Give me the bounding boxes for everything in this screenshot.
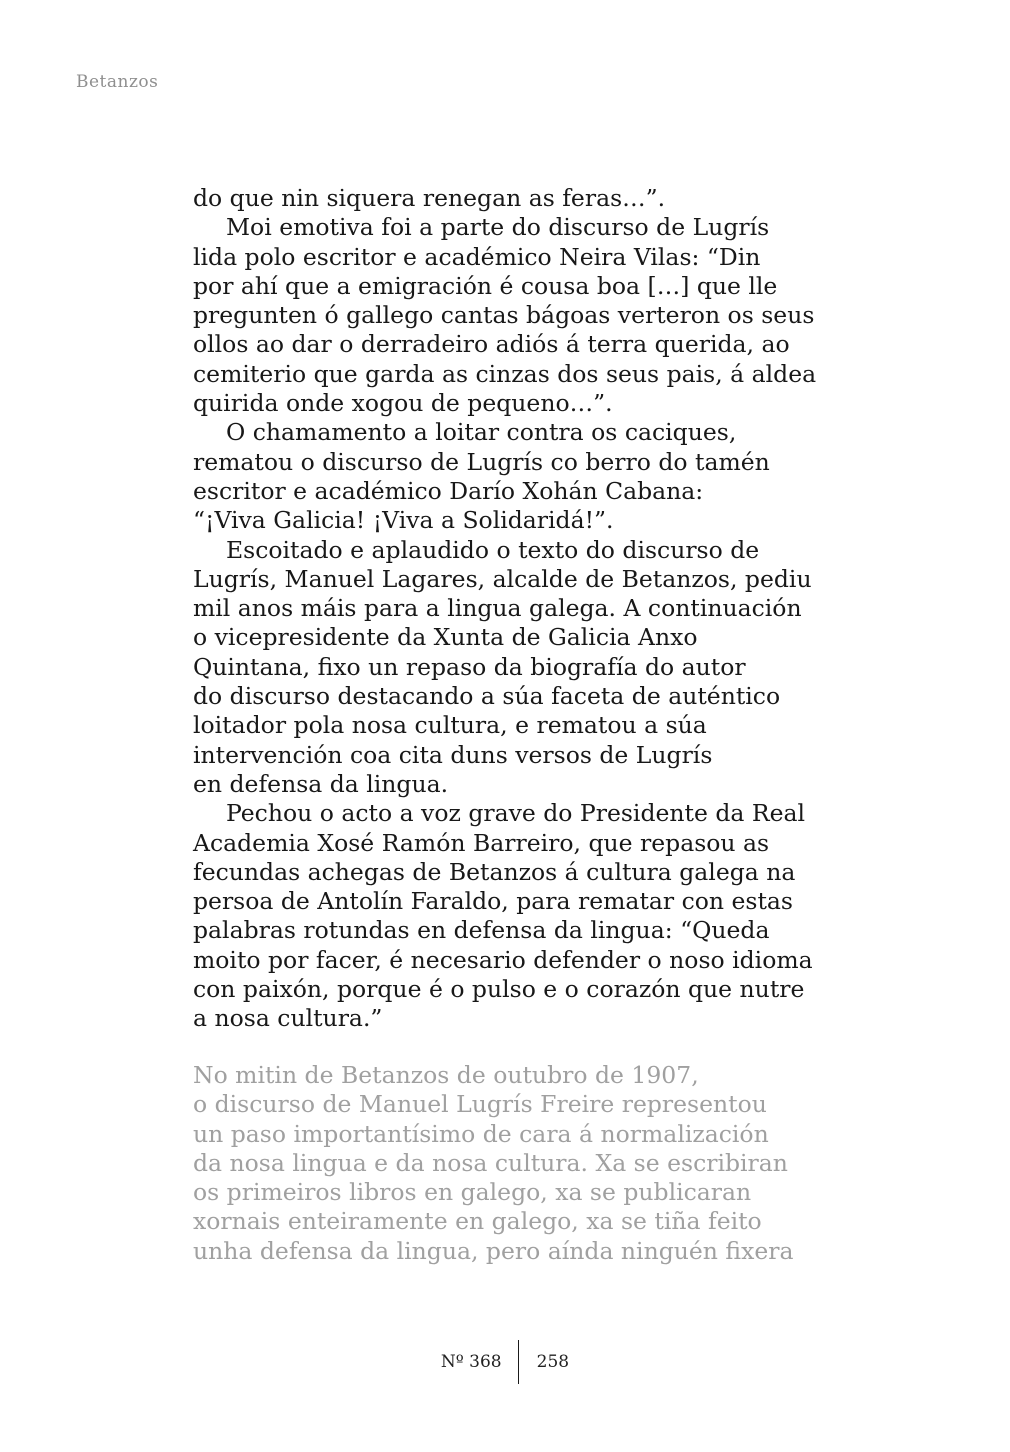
text-line: xornais enteiramente en galego, xa se tiña feito (193, 1207, 762, 1236)
issue-number: Nº 368 (440, 1352, 502, 1372)
text-line: o vicepresidente da Xunta de Galicia Anxo (193, 623, 698, 652)
text-line: pregunten ó gallego cantas bágoas verteron os seus (193, 301, 815, 330)
text-line: un paso importantísimo de cara á normalización (193, 1119, 769, 1148)
text-line: O chamamento a loitar contra os caciques, (226, 418, 737, 447)
page-footer (0, 1338, 1010, 1386)
text-line: escritor e académico Darío Xohán Cabana: (193, 476, 704, 505)
text-line: moito por facer, é necesario defender o noso idioma (193, 945, 813, 974)
text-line: con paixón, porque é o pulso e o corazón que nutre (193, 975, 805, 1004)
text-line: o discurso de Manuel Lugrís Freire representou (193, 1090, 767, 1119)
text-line: lida polo escritor e académico Neira Vilas: “Din (193, 242, 761, 271)
text-line: Escoitado e aplaudido o texto do discurso de (226, 535, 760, 564)
text-line: unha defensa da lingua, pero aínda ninguén fixera (193, 1236, 794, 1265)
text-line: intervención coa cita duns versos de Lugrís (193, 740, 713, 769)
text-line: a nosa cultura.” (193, 1004, 383, 1033)
text-line: Pechou o acto a voz grave do Presidente da Real (226, 799, 806, 828)
text-line: Moi emotiva foi a parte do discurso de Lugrís (226, 213, 770, 242)
text-line: ollos ao dar o derradeiro adiós á terra querida, ao (193, 330, 790, 359)
text-line: No mitin de Betanzos de outubro de 1907, (193, 1061, 699, 1089)
text-line: fecundas achegas de Betanzos á cultura galega na (193, 857, 796, 886)
text-line: rematou o discurso de Lugrís co berro do tamén (193, 447, 770, 476)
text-line: persoa de Antolín Faraldo, para rematar con estas (193, 887, 793, 916)
lead-paragraph-faded (193, 1061, 858, 1266)
footer-divider (518, 1340, 519, 1384)
text-line: do que nin siquera renegan as feras…”. (193, 184, 666, 212)
running-header-title: Betanzos (76, 72, 159, 92)
text-line: Quintana, fixo un repaso da biografía do autor (193, 652, 746, 681)
text-line: os primeiros libros en galego, xa se publicaran (193, 1178, 752, 1207)
text-line: Academia Xosé Ramón Barreiro, que repasou as (193, 828, 770, 857)
main-body-text (193, 184, 858, 1034)
text-line: da nosa lingua e da nosa cultura. Xa se escribiran (193, 1148, 788, 1177)
text-line: do discurso destacando a súa faceta de auténtico (193, 682, 781, 711)
text-line: Lugrís, Manuel Lagares, alcalde de Betanzos, pediu (193, 564, 812, 593)
page-number: 258 (536, 1352, 570, 1372)
text-line: “¡Viva Galicia! ¡Viva a Solidaridá!”. (193, 506, 614, 535)
text-line: loitador pola nosa cultura, e rematou a súa (193, 711, 707, 740)
text-line: en defensa da lingua. (193, 769, 449, 798)
text-line: cemiterio que garda as cinzas dos seus pais, á aldea (193, 359, 817, 388)
text-line: por ahí que a emigración é cousa boa […] que lle (193, 271, 778, 300)
text-line: palabras rotundas en defensa da lingua: “Queda (193, 916, 770, 945)
text-line: mil anos máis para a lingua galega. A continuación (193, 594, 802, 623)
text-line: quirida onde xogou de pequeno…”. (193, 389, 613, 418)
